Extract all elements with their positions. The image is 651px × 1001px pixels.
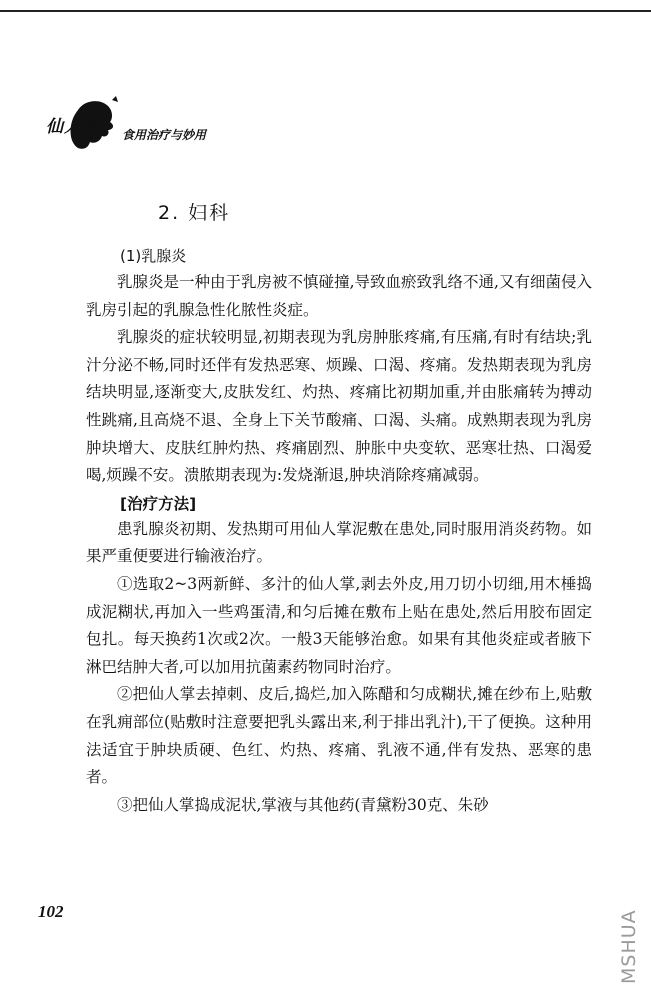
- paragraph-treatment-intro: 患乳腺炎初期、发热期可用仙人掌泥敷在患处,同时服用消炎药物。如果严重便要进行输液治疗。: [86, 519, 592, 566]
- paragraph-method-1: ①选取2~3两新鲜、多汁的仙人掌,剥去外皮,用刀切小切细,用木棰捣成泥糊状,再加入一些鸡蛋清,和匀后摊在敷布上贴在患处,然后用胶布固定包扎。每天换药1次或2次。一般3天能够治愈。如果有其他炎症或者腋下淋巴结肿大者,可以加用抗菌素药物同时治疗。: [86, 574, 592, 676]
- header-subtitle: 食用治疗与妙用: [122, 128, 207, 142]
- subsection-title: (1)乳腺炎: [120, 247, 187, 265]
- section-title: 2. 妇科: [158, 202, 231, 224]
- paragraph-symptoms: 乳腺炎的症状较明显,初期表现为乳房肿胀疼痛,有压痛,有时有结块;乳汁分泌不畅,同时还伴有发热恶寒、烦躁、口渴、疼痛。发热期表现为乳房结块明显,逐渐变大,皮肤发红、灼热、疼痛比初期加重,并由胀痛转为搏动性跳痛,且高烧不退、全身上下关节酸痛、口渴、头痛。成熟期表现为乳房肿块增大、皮肤红肿灼热、疼痛剧烈、肿胀中央变软、恶寒壮热、口渴爱喝,烦躁不安。溃脓期表现为:发烧渐退,肿块消除疼痛减弱。: [86, 328, 592, 485]
- top-rule: [0, 10, 651, 12]
- watermark-text: MSHUA: [618, 909, 640, 984]
- paragraph-method-2: ②把仙人掌去掉刺、皮后,捣烂,加入陈醋和匀成糊状,摊在纱布上,贴敷在乳痈部位(贴敷时注意要把乳头露出来,利于排出乳汁),干了便换。这种用法适宜于肿块质硬、色红、灼热、疼痛、乳液不通,伴有发热、恶寒的患者。: [86, 685, 592, 787]
- watermark: [616, 884, 640, 984]
- paragraph-method-3: ③把仙人掌捣成泥状,掌液与其他药(青黛粉30克、朱砂: [117, 795, 489, 814]
- paragraph-definition: 乳腺炎是一种由于乳房被不慎碰撞,导致血瘀致乳络不通,又有细菌侵入乳房引起的乳腺急性化脓性炎症。: [86, 273, 592, 319]
- header-title: 仙人掌: [46, 117, 100, 137]
- running-header: [38, 92, 238, 152]
- page-body: [86, 198, 592, 819]
- page-number: 102: [38, 902, 64, 921]
- treatment-heading: [治疗方法]: [120, 494, 197, 513]
